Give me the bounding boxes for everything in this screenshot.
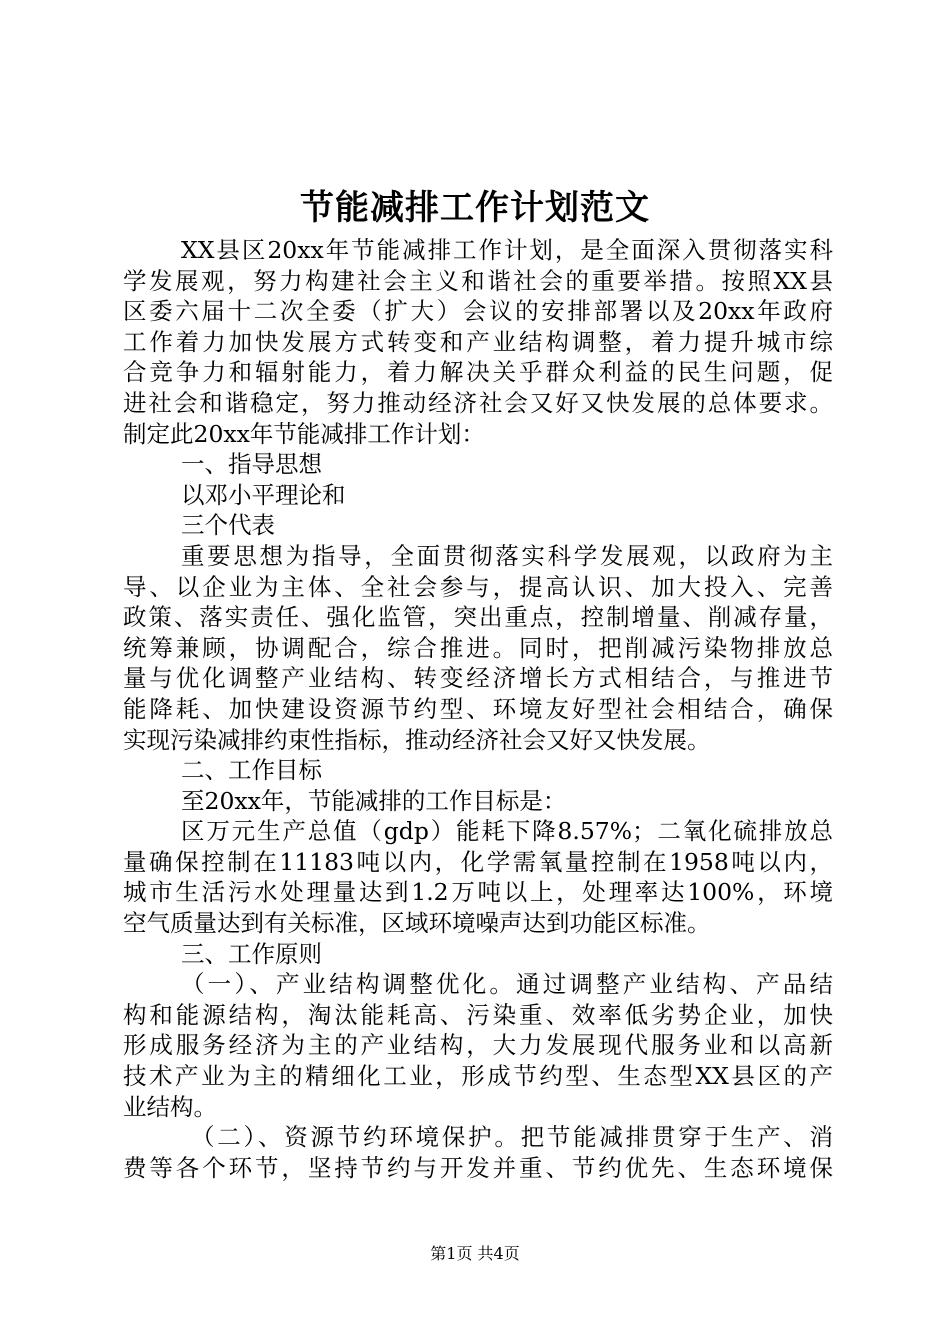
body-line: （一）、产业结构调整优化。通过调整产业结构、产品结 — [181, 970, 833, 999]
body-line: 量确保控制在11183吨以内，化学需氧量控制在1958吨以内， — [123, 847, 833, 876]
body-line: 一、指导思想 — [181, 450, 322, 479]
body-line: 统筹兼顾，协调配合，综合推进。同时，把削减污染物排放总 — [123, 633, 833, 662]
body-line: 业结构。 — [123, 1092, 217, 1121]
body-line: 量与优化调整产业结构、转变经济增长方式相结合，与推进节 — [123, 664, 833, 693]
body-line: 合竞争力和辐射能力，着力解决关乎群众利益的民生问题，促 — [123, 358, 833, 387]
body-line: （二）、资源节约环境保护。把节能减排贯穿于生产、消 — [191, 1123, 833, 1152]
body-line: 城市生活污水处理量达到1.2万吨以上，处理率达100%，环境 — [123, 878, 833, 907]
body-line: 形成服务经济为主的产业结构，大力发展现代服务业和以高新 — [123, 1031, 833, 1060]
body-line: 区委六届十二次全委（扩大）会议的安排部署以及20xx年政府 — [123, 297, 833, 326]
body-line: 区万元生产总值（gdp）能耗下降8.57%；二氧化硫排放总 — [181, 817, 833, 846]
body-line: 制定此20xx年节能减排工作计划： — [123, 419, 485, 448]
document-body — [123, 235, 833, 1183]
body-line: 空气质量达到有关标准，区域环境噪声达到功能区标准。 — [123, 909, 711, 938]
body-line: 重要思想为指导，全面贯彻落实科学发展观，以政府为主 — [181, 541, 833, 570]
body-line: 费等各个环节，坚持节约与开发并重、节约优先、生态环境保 — [123, 1153, 833, 1182]
body-line: 技术产业为主的精细化工业，形成节约型、生态型XX县区的产 — [123, 1062, 833, 1091]
body-line: 三、工作原则 — [181, 939, 322, 968]
document-title: 节能减排工作计划范文 — [300, 188, 650, 228]
page-footer: 第1页 共4页 — [430, 1244, 520, 1263]
body-line: 三个代表 — [181, 511, 275, 540]
body-line: 能降耗、加快建设资源节约型、环境友好型社会相结合，确保 — [123, 694, 833, 723]
body-line: 以邓小平理论和 — [181, 480, 346, 509]
body-line: 构和能源结构，淘汰能耗高、污染重、效率低劣势企业，加快 — [123, 1000, 833, 1029]
body-line: 政策、落实责任、强化监管，突出重点，控制增量、削减存量， — [123, 603, 833, 632]
body-line: 学发展观，努力构建社会主义和谐社会的重要举措。按照XX县 — [123, 266, 833, 295]
body-line: 二、工作目标 — [181, 756, 322, 785]
body-line: XX县区20xx年节能减排工作计划，是全面深入贯彻落实科 — [181, 236, 833, 264]
body-line: 导、以企业为主体、全社会参与，提高认识、加大投入、完善 — [123, 572, 833, 601]
body-line: 进社会和谐稳定，努力推动经济社会又好又快发展的总体要求。 — [123, 388, 833, 417]
body-line: 工作着力加快发展方式转变和产业结构调整，着力提升城市综 — [123, 327, 833, 356]
body-line: 实现污染减排约束性指标，推动经济社会又好又快发展。 — [123, 725, 711, 754]
body-line: 至20xx年，节能减排的工作目标是： — [181, 786, 567, 815]
